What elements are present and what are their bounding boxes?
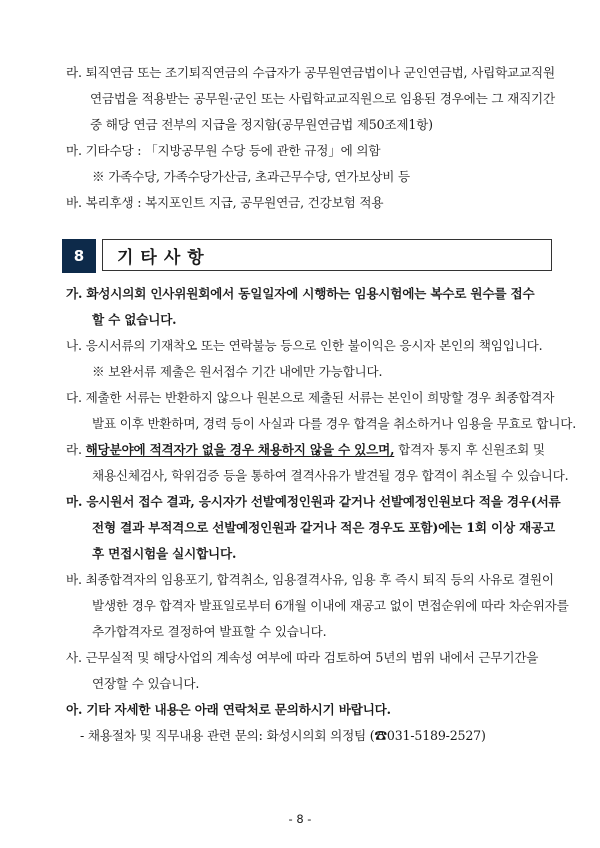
- item-na-line1: 나. 응시서류의 기재착오 또는 연락불능 등으로 인한 불이익은 응시자 본인의 책임입니다.: [66, 338, 543, 353]
- item-ra-underlined-text: 해당분야에 적격자가 없을 경우 채용하지 않을 수 있으며,: [85, 442, 395, 457]
- item-ba-line2: 발생한 경우 합격자 발표일로부터 6개월 이내에 재공고 없이 면접순위에 따라 차순위자를: [92, 598, 569, 613]
- item-sa-line2: 연장할 수 있습니다.: [92, 676, 200, 691]
- page-number: - 8 -: [288, 812, 312, 826]
- item-sa-line1: 사. 근무실적 및 해당사업의 계속성 여부에 따라 검토하여 5년의 범위 내에서 근무기간을: [66, 650, 539, 665]
- item-ga-line1: 가. 화성시의회 인사위원회에서 동일일자에 시행하는 임용시험에는 복수로 원수를 접수: [66, 286, 535, 301]
- item-ma-allowance-line1: 마. 기타수당 : 「지방공무원 수당 등에 관한 규정」에 의함: [66, 143, 381, 158]
- item-ra-retirement-line2: 연금법을 적용받는 공무원·군인 또는 사립학교교직원으로 임용된 경우에는 그 재직기간: [90, 91, 555, 106]
- item-ra-line2: 채용신체검사, 학위검증 등을 통하여 결격사유가 발견될 경우 합격이 취소될 수 있습니다.: [92, 468, 569, 483]
- item-a-line1: 아. 기타 자세한 내용은 아래 연락처로 문의하시기 바랍니다.: [66, 702, 391, 717]
- item-na-note: ※ 보완서류 제출은 원서접수 기간 내에만 가능합니다.: [92, 364, 383, 379]
- item-ra-retirement-line1: 라. 퇴직연금 또는 조기퇴직연금의 수급자가 공무원연금법이나 군인연금법, 사립학교교직원: [66, 65, 555, 80]
- item-ba-welfare: 바. 복리후생 : 복지포인트 지급, 공무원연금, 건강보험 적용: [66, 195, 384, 210]
- item-ra-prefix: 라.: [66, 442, 86, 457]
- item-ma-line1: 마. 응시원서 접수 결과, 응시자가 선발예정인원과 같거나 선발예정인원보다 적을 경우(서류: [66, 494, 561, 509]
- item-ba-line1: 바. 최종합격자의 임용포기, 합격취소, 임용결격사유, 임용 후 즉시 퇴직 등의 사유로 결원이: [66, 572, 554, 587]
- item-ma-allowance-note: ※ 가족수당, 가족수당가산금, 초과근무수당, 연가보상비 등: [92, 169, 411, 184]
- item-ga-line2: 할 수 없습니다.: [92, 312, 177, 327]
- item-ra-line1: [66, 439, 545, 458]
- item-ba-line3: 추가합격자로 결정하여 발표할 수 있습니다.: [92, 624, 327, 639]
- item-ra-retirement-line3: 중 해당 연금 전부의 지급을 정지함(공무원연금법 제50조제1항): [90, 117, 433, 132]
- item-a-contact: - 채용절차 및 직무내용 관련 문의: 화성시의회 의정팀 (☎031-5189-2527): [80, 728, 486, 743]
- item-ra-rest: 합격자 통지 후 신원조회 및: [394, 442, 545, 457]
- item-ma-line2: 전형 결과 부적격으로 선발예정인원과 같거나 적은 경우도 포함)에는 1회 이상 재공고: [92, 520, 555, 535]
- section-title: 기타사항: [102, 239, 552, 271]
- item-da-line2: 발표 이후 반환하며, 경력 등이 사실과 다를 경우 합격을 취소하거나 임용을 무효로 합니다.: [92, 416, 577, 431]
- item-ma-line3: 후 면접시험을 실시합니다.: [92, 546, 237, 561]
- item-da-line1: 다. 제출한 서류는 반환하지 않으나 원본으로 제출된 서류는 본인이 희망할 경우 최종합격자: [66, 390, 555, 405]
- section-number-badge: 8: [62, 239, 96, 273]
